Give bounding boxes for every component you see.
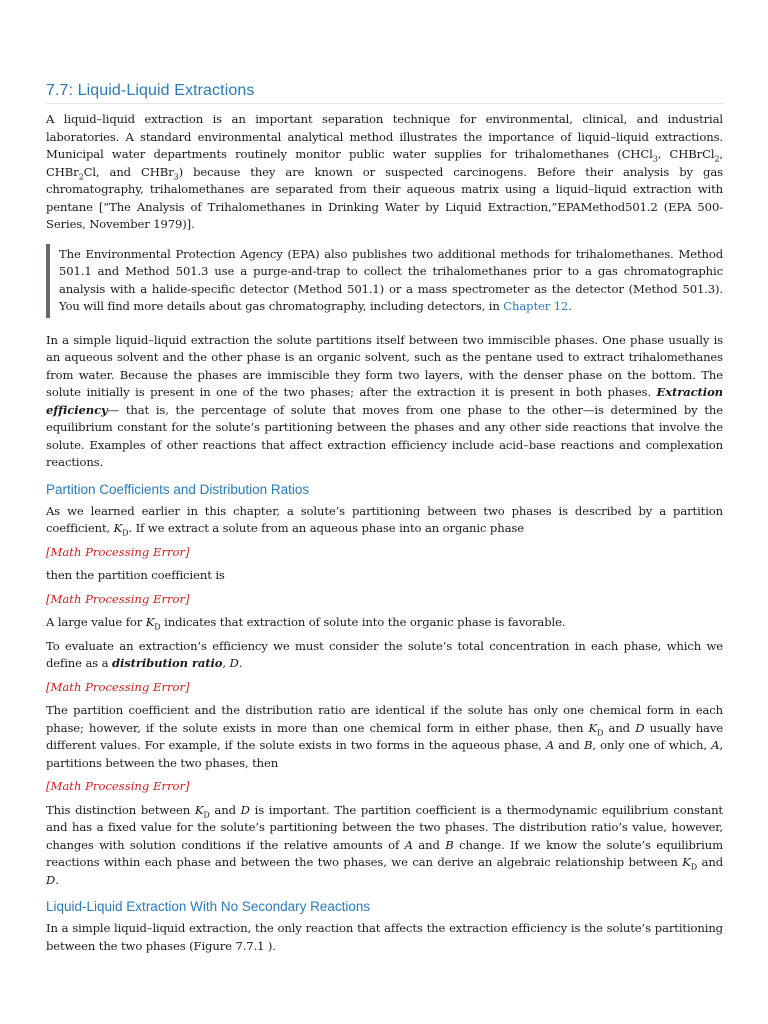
partition-coefficient-intro: then the partition coefficient is [46, 568, 225, 582]
distribution-ratio-term: distribution ratio [112, 656, 223, 670]
chapter-12-link[interactable]: Chapter 12 [503, 299, 569, 313]
extraction-efficiency-term: Extraction efficiency [46, 385, 723, 417]
simple-extraction-paragraph: In a simple liquid–liquid extraction, the only reaction that affects the extraction efficiency is the solute’s partitioning between the two phases (Figure 7.7.1 ). [46, 921, 723, 953]
distribution-ratio-paragraph: To evaluate an extraction’s efficiency we must consider the solute’s total concentration in each phase, which we define as a distribution ratio, D. [46, 638, 723, 670]
extraction-paragraph: In a simple liquid–liquid extraction the solute partitions itself between two immiscible phases. One phase usually is an aqueous solvent and the other phase is an organic solvent, such as the pentane used to extract trihalomethanes from water. Because the phases are immiscible they form two layers, with the denser phase on the bottom. The solute initially is present in one of the two phases; after the extraction it is present in both phases. Extraction efficiency— that is, the percentage of solute that moves from one phase to the other—is determined by the equilibrium constant for the solute’s partitioning between the phases and any other side reactions that involve the solute. Examples of other reactions that affect extraction efficiency include acid–base reactions and complexation reactions. [46, 332, 723, 469]
partition-paragraph: As we learned earlier in this chapter, a solute’s partitioning between two phases is described by a partition coefficient, $K_D$. If we extract a solute from an aqueous phase into an organic phase [46, 503, 723, 538]
large-kd-paragraph: A large value for $K_D$ indicates that extraction of solute into the organic phase is favorable. [46, 615, 566, 632]
section-heading-no-secondary: Liquid-Liquid Extraction With No Secondary Reactions [46, 899, 371, 914]
section-heading-partition: Partition Coefficients and Distribution Ratios [46, 481, 310, 497]
identical-coefficients-paragraph: The partition coefficient and the distribution ratio are identical if the solute has only one chemical form in each phase; however, if the solute exists in more than one chemical form in either phase, then $K_D$ and D usually have different values. For example, if the solute exists in two forms in the aqueous phase, A and B, only one of which, A, partitions between the two phases, then [46, 703, 724, 770]
distinction-paragraph: This distinction between $K_D$ and D is important. The partition coefficient is a thermodynamic equilibrium constant and has a fixed value for the solute’s partitioning between the two phases. The distribution ratio’s value, however, changes with solution conditions if the relative amounts of A and B change. If we know the solute’s equilibrium reactions within each phase and between the two phases, we can derive an algebraic relationship between $K_D$ and D. [46, 802, 723, 887]
math-error-4: [Math Processing Error] [46, 779, 190, 793]
epa-note-box [46, 244, 723, 318]
math-error-3: [Math Processing Error] [46, 679, 190, 694]
math-error-1: [Math Processing Error] [46, 544, 190, 559]
epa-note-text: The Environmental Protection Agency (EPA) also publishes two additional methods for trihalomethanes. Method 501.1 and Method 501.3 use a purge-and-trap to collect the trihalomethanes prior to a gas chromatographic analysis with a halide-specific detector (Method 501.1) or a mass spectrometer as the detector (Method 501.3). You will find more details about gas chromatography, including detectors, in Chapter 12. [59, 246, 723, 313]
intro-paragraph: A liquid–liquid extraction is an important separation technique for environmental, clinical, and industrial laboratories. A standard environmental analytical method illustrates the importance of liquid–liquid extractions. Municipal water departments routinely monitor public water supplies for trihalomethanes (CHCl$_3$, CHBrCl$_2$, CHBr$_2$Cl, and CHBr$_3$) because they are known or suspected carcinogens. Before their analysis by gas chromatography, trihalomethanes are separated from their aqueous matrix using a liquid–liquid extraction with pentane [“The Analysis of Trihalomethanes in Drinking Water by Liquid Extraction,”EPAMethod501.2 (EPA 500-Series, November 1979)]. [46, 112, 723, 231]
page-title: 7.7: Liquid-Liquid Extractions [46, 82, 723, 104]
math-error-2: [Math Processing Error] [46, 591, 190, 606]
